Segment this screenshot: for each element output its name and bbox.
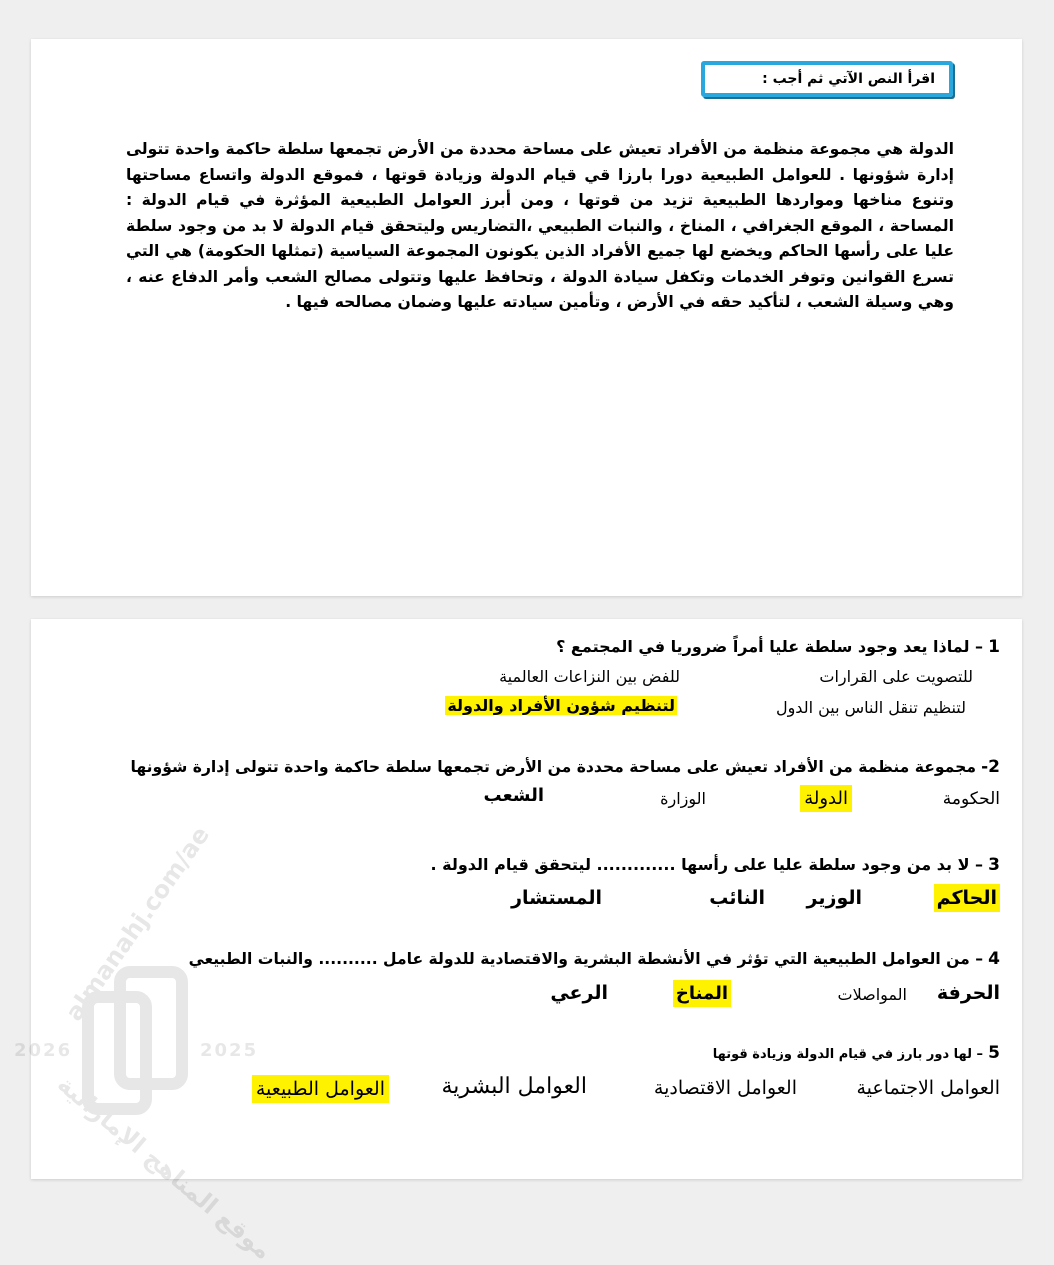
option[interactable]: الوزارة — [660, 789, 706, 808]
option[interactable]: العوامل الاجتماعية — [856, 1077, 1000, 1099]
question-3 — [430, 855, 1000, 875]
question-number: 3 — [988, 855, 1000, 875]
option-correct[interactable]: العوامل الطبيعية — [252, 1075, 389, 1103]
question-1 — [556, 637, 1000, 657]
option[interactable]: للتصويت على القرارات — [819, 667, 973, 686]
option[interactable]: الشعب — [483, 785, 544, 806]
question-2 — [131, 757, 1000, 777]
option[interactable]: لتنظيم تنقل الناس بين الدول — [775, 698, 966, 717]
option[interactable]: العوامل الاقتصادية — [653, 1077, 797, 1099]
option[interactable]: الوزير — [806, 887, 862, 909]
question-4 — [189, 949, 1000, 969]
question-text: – من العوامل الطبيعية التي تؤثر في الأنشطة البشرية والاقتصادية للدولة عامل .......... والنبات الطبيعي — [188, 950, 984, 968]
option[interactable]: النائب — [709, 887, 765, 909]
option[interactable]: العوامل البشرية — [441, 1074, 587, 1099]
question-text: – لا بد من وجود سلطة عليا على رأسها ............. ليتحقق قيام الدولة . — [430, 855, 984, 874]
option[interactable]: المواصلات — [837, 985, 907, 1004]
question-text: – لماذا يعد وجود سلطة عليا أمراً ضروريا في المجتمع ؟ — [556, 637, 984, 656]
question-number: 2- — [981, 757, 1000, 777]
question-number: 1 — [988, 637, 1000, 657]
question-5 — [713, 1043, 1000, 1063]
option-correct[interactable]: الدولة — [800, 785, 852, 812]
option[interactable]: للفض بين النزاعات العالمية — [499, 667, 680, 686]
option[interactable]: الحكومة — [942, 789, 1000, 809]
option[interactable]: المستشار — [511, 887, 602, 909]
option[interactable]: الرعي — [550, 982, 608, 1004]
question-text: مجموعة منظمة من الأفراد تعيش على مساحة محددة من الأرض تجمعها سلطة حاكمة واحدة تتولى إدارة شؤونها — [130, 758, 976, 776]
question-text: – لها دور بارز في قيام الدولة وزيادة قوتها — [712, 1047, 984, 1062]
question-number: 4 — [988, 949, 1000, 969]
question-number: 5 — [988, 1043, 1000, 1063]
questions-page — [31, 619, 1022, 1179]
instruction-text: اقرأ النص الآتي ثم أجب : — [762, 71, 935, 87]
passage-page — [31, 39, 1022, 596]
instruction-box — [701, 61, 953, 97]
option-correct[interactable]: لتنظيم شؤون الأفراد والدولة — [447, 696, 675, 715]
reading-passage: الدولة هي مجموعة منظمة من الأفراد تعيش على مساحة محددة من الأرض تجمعها سلطة حاكمة واحدة تتولى إدارة شؤونها . للعوامل الطبيعية دورا بارزا قي قيام الدولة وزيادة قوتها ، فموقع الدولة واتساع مساحتها وتنوع مناخها ومواردها الطبيعية تزيد من قوتها ، ومن أبرز العوامل الطبيعية المؤثرة في قيام الدولة : المساحة ، الموقع الجغرافي ، المناخ ، والنبات الطبيعي ،التضاريس وليتحقق قيام الدولة لا بد من وجود سلطة عليا على رأسها الحاكم ويخضع لها جميع الأفراد الذين يكونون المجموعة السياسية (تمثلها الحكومة) هي التي تسرع القوانين وتوفر الخدمات وتكفل سيادة الدولة ، وتحافظ عليها وتتولى مصالح الشعب وأمر الدفاع عنه ، وهي وسيلة الشعب ، لتأكيد حقه في الأرض ، وتأمين سيادته عليها وضمان مصالحه فيها . — [126, 140, 954, 311]
option-correct[interactable]: الحاكم — [934, 884, 1000, 912]
option-correct[interactable]: المناخ — [673, 980, 731, 1007]
option[interactable]: الحرفة — [936, 982, 1000, 1004]
